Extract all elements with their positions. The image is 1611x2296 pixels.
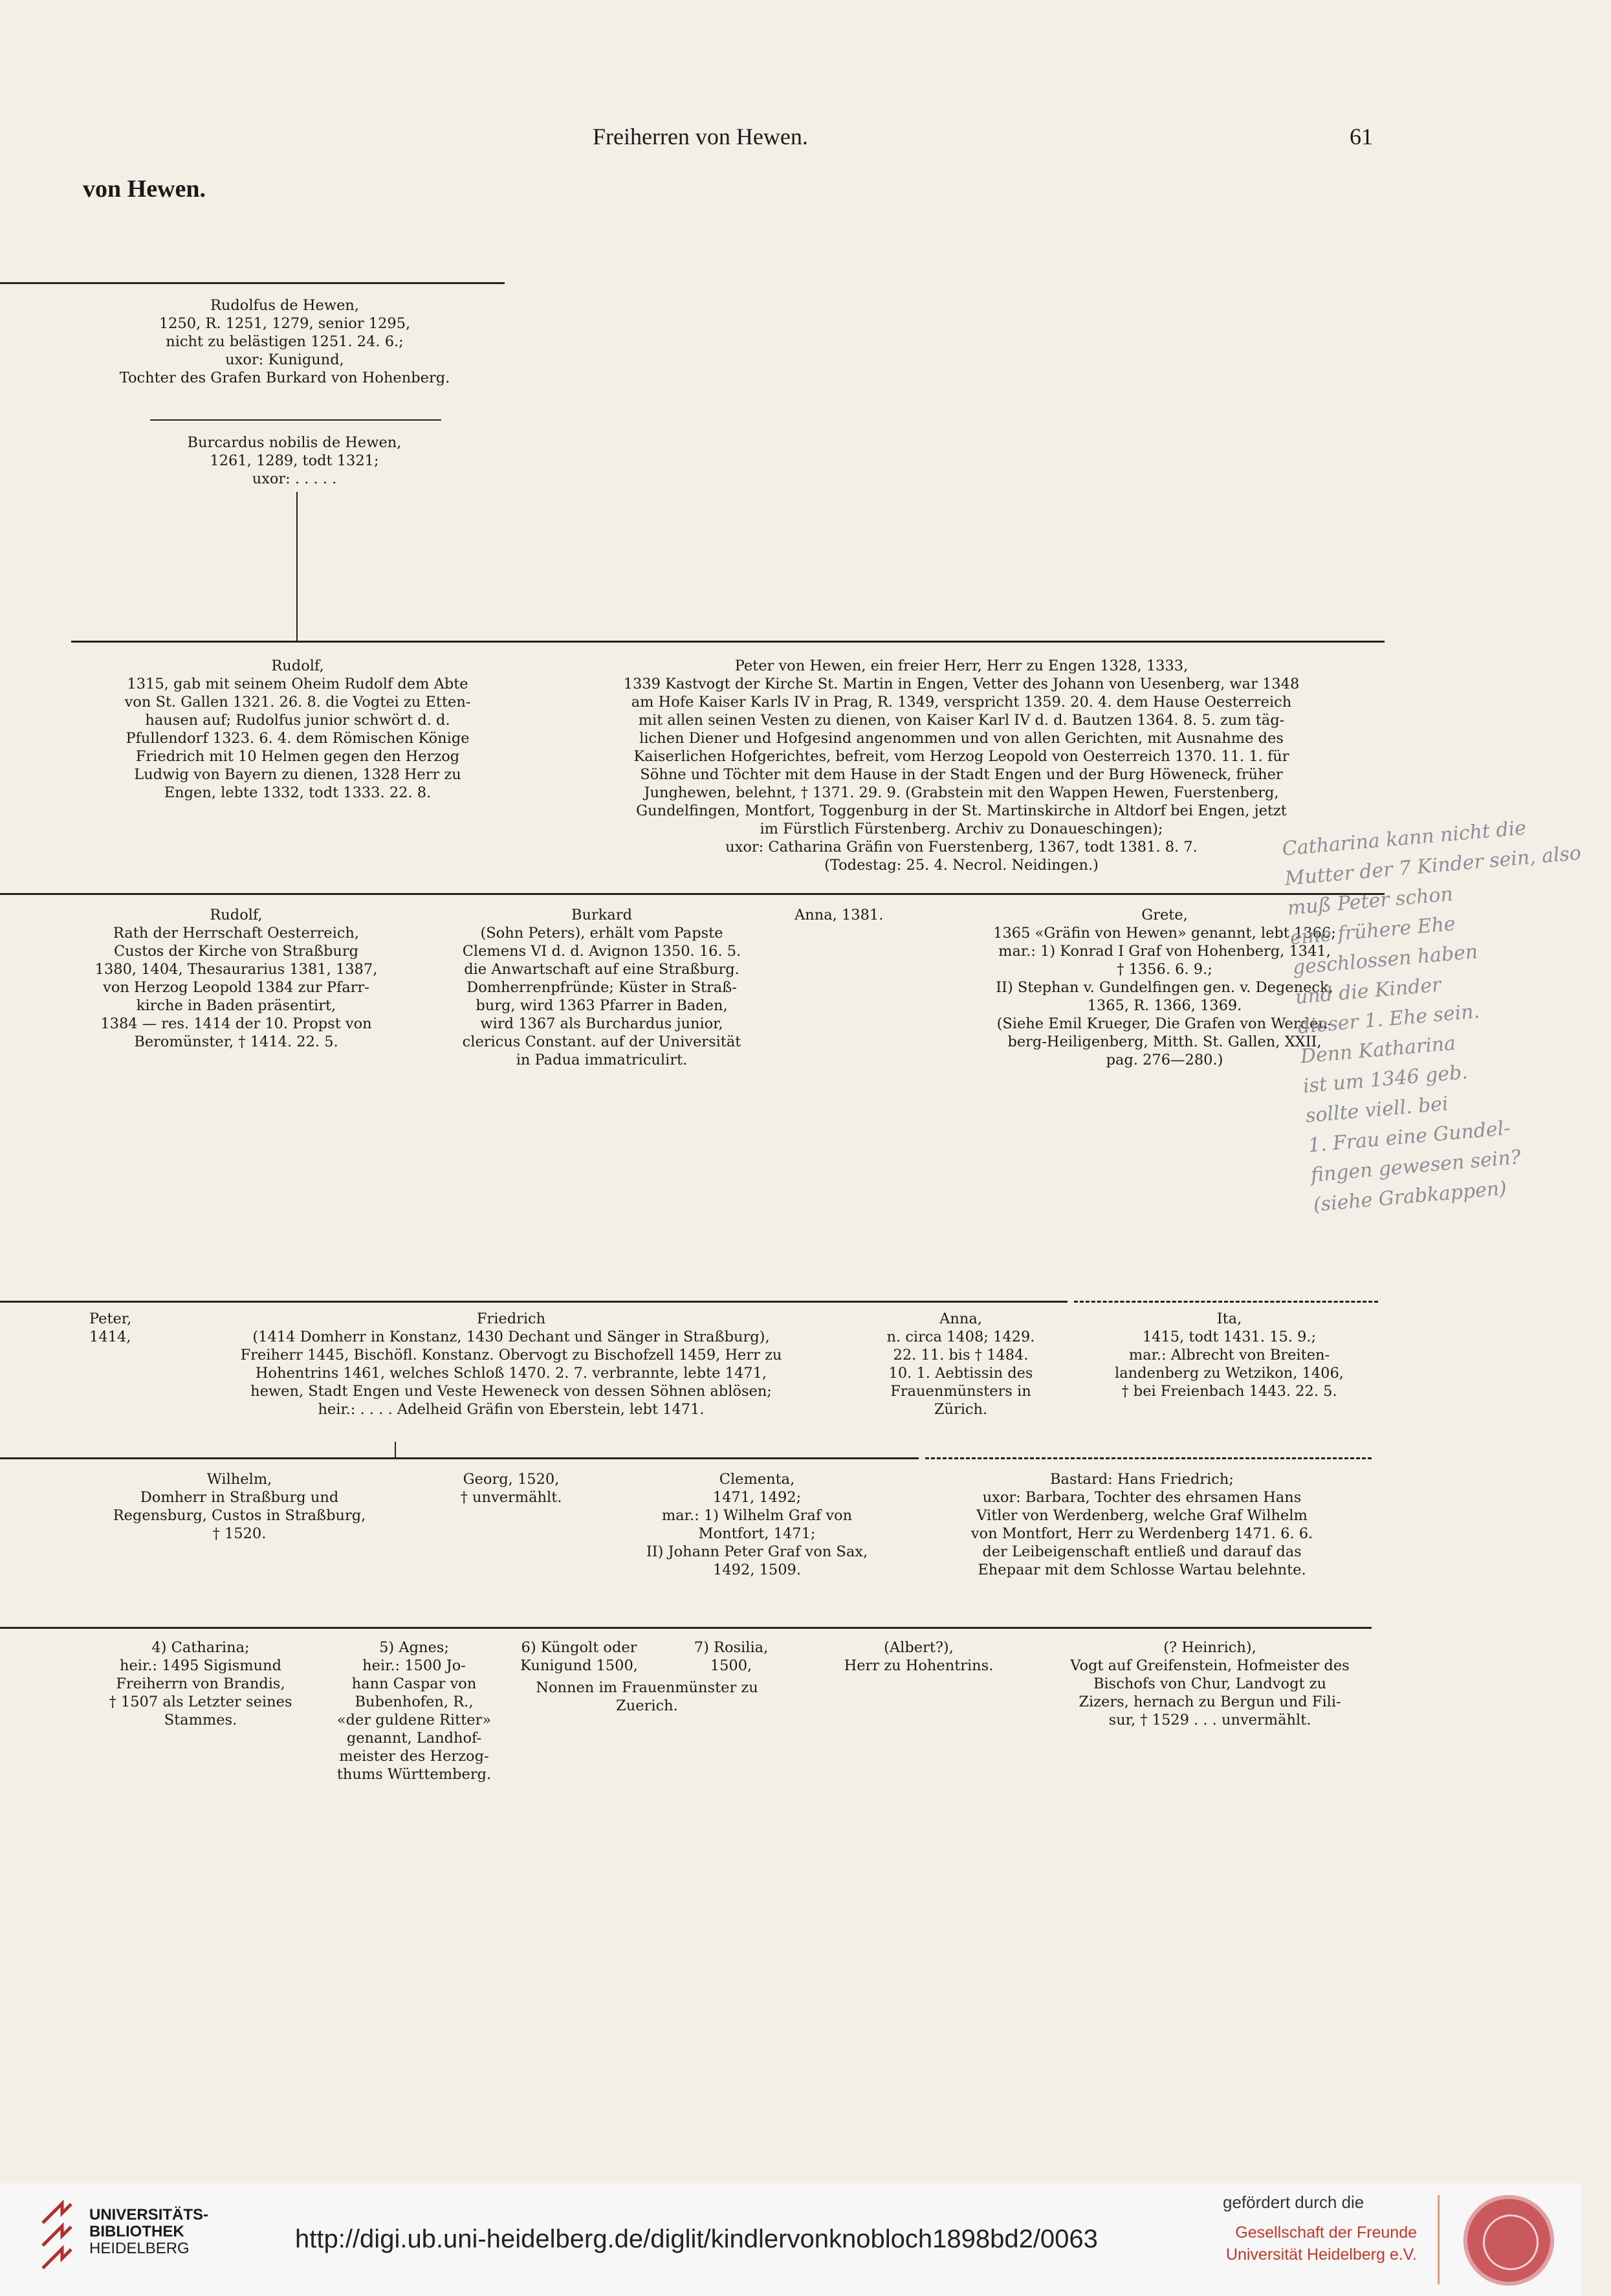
agnes-entry: 5) Agnes; heir.: 1500 Jo- hann Caspar von Bubenhofen, R., «der guldene Ritter» genannt, Landhof- meister des Herzog- thums Württemberg. xyxy=(336,1639,492,1783)
rudolf-gen4-entry: Rudolf, Rath der Herrschaft Oesterreich, Custos der Kirche von Straßburg 1380, 1404, Thesaurarius 1381, 1387, von Herzog Leopold 1384 zur Pfarr- kirche in Baden präsentirt, 1384 — res. 1414 der 10. Propst von Beromünster, † 1414. 22. 5. xyxy=(94,907,378,1050)
ita-entry: Ita, 1415, todt 1431. 15. 9.; mar.: Albrecht von Breiten- landenberg zu Wetzikon, 1406, † bei Freienbach 1443. 22. 5. xyxy=(1115,1310,1344,1400)
albert-entry: (Albert?), Herr zu Hohentrins. xyxy=(844,1639,994,1674)
source-url-link[interactable]: http://digi.ub.uni-heidelberg.de/diglit/kindlervonknobloch1898bd2/0063 xyxy=(295,2225,1098,2253)
friedrich-entry: Friedrich (1414 Domherr in Konstanz, 1430 Dechant und Sänger in Straßburg), Freiherr 1445, Bischöfl. Konstanz. Obervogt zu Bischofzell 1459, Herr zu Hohentrins 1461, welches Schloß 1470. 2. 7. verbrannte, lebte 1471, hewen, Stadt Engen und Veste Heweneck von dessen Söhnen ablösen; heir.: . . . . Adelheid Gräfin von Eberstein, lebt 1471. xyxy=(240,1310,782,1418)
page-number: 61 xyxy=(1350,124,1373,149)
library-name-1: UNIVERSITÄTS- xyxy=(89,2206,209,2224)
seal-inner-ring xyxy=(1483,2214,1539,2270)
library-name-2: BIBLIOTHEK xyxy=(89,2223,184,2240)
catharina-entry: 4) Catharina; heir.: 1495 Sigismund Freiherrn von Brandis, † 1507 als Letzter seines Stammes. xyxy=(109,1639,292,1728)
sponsor-name-1: Gesellschaft der Freunde xyxy=(1235,2224,1417,2242)
burkard-entry: Burkard (Sohn Peters), erhält vom Papste Clemens VI d. d. Avignon 1350. 16. 5. die Anwartschaft auf eine Straßburg. Domherrenpfründe; Küster in Straß- burg, wird 1363 Pfarrer in Baden, wird 1367 als Burchardus junior, clericus Constant. auf der Universität in Padua immatriculirt. xyxy=(462,907,741,1068)
gen5-rule xyxy=(0,1301,1068,1303)
clementa-entry: Clementa, 1471, 1492; mar.: 1) Wilhelm Graf von Montfort, 1471; II) Johann Peter Graf von Sax, 1492, 1509. xyxy=(646,1471,868,1578)
sponsor-label: gefördert durch die xyxy=(1223,2192,1364,2212)
gen5-rule-dashed xyxy=(1074,1301,1378,1303)
sponsor-name-2: Universität Heidelberg e.V. xyxy=(1225,2246,1417,2264)
wilhelm-entry: Wilhelm, Domherr in Straßburg und Regensburg, Custos in Straßburg, † 1520. xyxy=(113,1471,366,1542)
descent-line xyxy=(296,492,298,641)
rosilia-entry: 7) Rosilia, 1500, xyxy=(694,1639,769,1674)
burcardus-entry: Burcardus nobilis de Hewen, 1261, 1289, todt 1321; uxor: . . . . . xyxy=(187,434,402,487)
peter-gen5-entry: Peter, 1414, xyxy=(89,1310,132,1345)
grete-entry: Grete, 1365 «Gräfin von Hewen» genannt, lebt 1366; mar.: 1) Konrad I Graf von Hohenberg, 1341, † 1356. 6. 9.; II) Stephan v. Gundelfingen gen. v. Degeneck, 1365, R. 1366, 1369. (Siehe Emil Krueger, Die Grafen von Werden- berg-Heiligenberg, Mitth. St. Gallen, XXII, pag. 276—280.) xyxy=(993,907,1336,1068)
sponsor-divider xyxy=(1438,2195,1440,2284)
hans-friedrich-entry: Bastard: Hans Friedrich; uxor: Barbara, Tochter des ehrsamen Hans Vitler von Werdenberg, welche Graf Wilhelm von Montfort, Herr zu Werdenberg 1471. 6. 6. der Leibeigenschaft entließ und darauf das Ehepaar mit dem Schlosse Wartau belehnte. xyxy=(970,1471,1313,1578)
gen1-rule xyxy=(0,282,505,284)
handwritten-note: Catharina kann nicht die Mutter der 7 Kinder sein, also muß Peter schon eine frühere Ehe geschlossen haben und die Kinder dieser 1. Ehe sein. Denn Katharina ist um 1346 geb. sollte viell. bei 1. Frau eine Gundel- fingen gewesen sein? (siehe Grabkappen) xyxy=(1281,817,1583,1217)
gen3-rule xyxy=(71,641,1385,643)
kuengolt-entry: 6) Küngolt oder Kunigund 1500, xyxy=(520,1639,638,1674)
georg-entry: Georg, 1520, † unvermählt. xyxy=(460,1471,562,1506)
rudolf-gen3-entry: Rudolf, 1315, gab mit seinem Oheim Rudolf dem Abte von St. Gallen 1321. 26. 8. die Vogtei zu Etten- hausen auf; Rudolfus junior schwört d. d. Pfullendorf 1323. 6. 4. dem Römischen Könige Friedrich mit 10 Helmen gegen den Herzog Ludwig von Bayern zu dienen, 1328 Herr zu Engen, lebte 1332, todt 1333. 22. 8. xyxy=(124,657,471,801)
rudolfus-entry: Rudolfus de Hewen, 1250, R. 1251, 1279, senior 1295, nicht zu belästigen 1251. 24. 6.; uxor: Kunigund, Tochter des Grafen Burkard von Hohenberg. xyxy=(119,297,450,386)
section-title: von Hewen. xyxy=(83,175,206,203)
gen2-rule xyxy=(150,419,441,421)
library-logo-icon xyxy=(38,2197,76,2281)
gen7-rule xyxy=(0,1627,1372,1629)
heinrich-entry: (? Heinrich), Vogt auf Greifenstein, Hofmeister des Bischofs von Chur, Landvogt zu Zizers, hernach zu Bergun und Fili- sur, † 1529 . . . unvermählt. xyxy=(1070,1639,1350,1728)
gen6-rule xyxy=(0,1457,919,1459)
gen6-rule-dashed xyxy=(925,1457,1372,1459)
nonnen-note: Nonnen im Frauenmünster zu Zuerich. xyxy=(536,1679,758,1714)
anna-gen5-entry: Anna, n. circa 1408; 1429. 22. 11. bis † 1484. 10. 1. Aebtissin des Frauenmünsters in Zürich. xyxy=(886,1310,1035,1418)
anna-gen4-entry: Anna, 1381. xyxy=(795,907,884,923)
library-name-3: HEIDELBERG xyxy=(89,2240,190,2257)
peter-gen3-entry: Peter von Hewen, ein freier Herr, Herr zu Engen 1328, 1333, 1339 Kastvogt der Kirche St. Martin in Engen, Vetter des Johann von Uesenberg, war 1348 am Hofe Kaiser Karls IV in Prag, R. 1349, verspricht 1359. 20. 4. dem Hause Oesterreich mit allen seinen Vesten zu dienen, von Kaiser Karl IV d. d. Bautzen 1364. 8. 5. zum täg- lichen Diener und Hofgesind angenommen und von allen Gerichten, mit Ausnahme des Kaiserlichen Hofgerichtes, befreit, vom Herzog Leopold von Oesterreich 1370. 11. 1. für Söhne und Töchter mit dem Hause in der Stadt Engen und der Burg Höweneck, früher Junghewen, belehnt, † 1371. 29. 9. (Grabstein mit den Wappen Hewen, Fuerstenberg, Gundelfingen, Montfort, Toggenburg in der St. Martinskirche in Altdorf bei Engen, jetzt im Fürstlich Fürstenberg. Archiv zu Donaueschingen); uxor: Catharina Gräfin von Fuerstenberg, 1367, todt 1381. 8. 7. (Todestag: 25. 4. Necrol. Neidingen.) xyxy=(623,657,1300,874)
gen6-descent-line xyxy=(395,1442,396,1457)
gen4-rule xyxy=(0,893,1385,895)
running-title: Freiherren von Hewen. xyxy=(593,124,808,149)
